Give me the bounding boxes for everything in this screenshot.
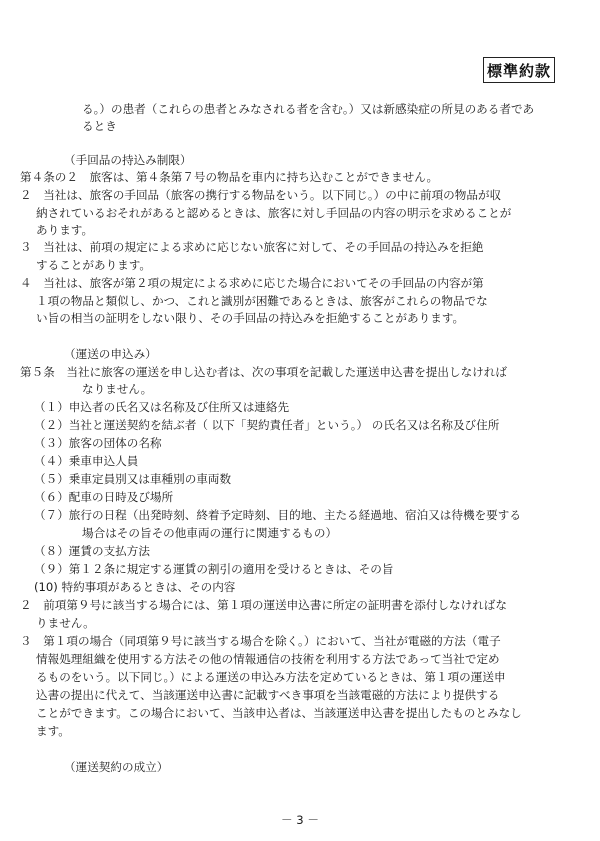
article-line: ことができます。この場合において、当該申込者は、当該運送申込書を提出したものとみなし [36, 706, 522, 720]
article-line: ２ 当社は、旅客の手回品（旅客の携行する物品をいう。以下同じ。）の中に前項の物品が収 [20, 188, 502, 202]
section-heading: （運送契約の成立） [64, 760, 169, 774]
section-heading: （運送の申込み） [64, 347, 157, 361]
article-line: ４ 当社は、旅客が第２項の規定による求めに応じた場合においてその手回品の内容が第 [20, 276, 484, 290]
list-item: 場合はその旨その他車両の運行に関連するもの） [82, 526, 338, 540]
article-line: ます。 [36, 724, 70, 738]
list-item: （７）旅行の日程（出発時刻、終着予定時刻、目的地、主たる経過地、宿泊又は待機を要する [34, 508, 521, 522]
article-line: 込書の提出に代えて、当該運送申込書に記載すべき事項を当該電磁的方法により提供する [36, 688, 500, 702]
article-line: なりません。 [82, 382, 153, 396]
continuation-line: る。）の患者（これらの患者とみなされる者を含む。）又は新感染症の所見のある者であ [82, 102, 535, 116]
list-item: （６）配車の日時及び場所 [34, 490, 174, 504]
article-line: ３ 第１項の場合（同項第９号に該当する場合を除く。）において、当社が電磁的方法（電子 [20, 634, 501, 648]
article-line: りません。 [36, 616, 95, 630]
article-line: ３ 当社は、前項の規定による求めに応じない旅客に対して、その手回品の持込みを拒絶 [20, 240, 484, 254]
list-item: (10) 特約事項があるときは、その内容 [34, 580, 236, 594]
list-item: （８）運賃の支払方法 [34, 544, 150, 558]
list-item: （９）第１２条に規定する運賃の割引の適用を受けるときは、その旨 [34, 562, 394, 576]
article-line: 第４条の２ 旅客は、第４条第７号の物品を車内に持ち込むことができません。 [20, 170, 439, 184]
article-line: るものをいう。以下同じ。）による運送の申込み方法を定めているときは、第１項の運送申 [36, 670, 506, 684]
list-item: （３）旅客の団体の名称 [34, 436, 162, 450]
list-item: （５）乗車定員別又は車種別の車両数 [34, 472, 232, 486]
article-line: 納されているおそれがあると認めるときは、旅客に対し手回品の内容の明示を求めることが [36, 206, 512, 220]
article-line: １項の物品と類似し、かつ、これと識別が困難であるときは、旅客がこれらの物品でな [36, 294, 488, 308]
list-item: （４）乗車申込人員 [34, 454, 139, 468]
article-line: あります。 [36, 223, 94, 237]
article-line: することがあります。 [36, 258, 152, 272]
standard-terms-badge: 標準約款 [483, 57, 555, 83]
article-line: 情報処理組織を使用する方法その他の情報通信の技術を利用する方法であって当社で定め [36, 652, 500, 666]
section-heading: （手回品の持込み制限） [64, 153, 192, 167]
article-line: ２ 前項第９号に該当する場合には、第１項の運送申込書に所定の証明書を添付しなければな [20, 598, 507, 612]
article-line: い旨の相当の証明をしない限り、その手回品の持込みを拒絶することがあります。 [36, 311, 465, 325]
list-item: （１）申込者の氏名又は名称及び住所又は連絡先 [34, 400, 290, 414]
list-item: （２）当社と運送契約を結ぶ者（ 以下「契約責任者」という。） の氏名又は名称及び住所 [34, 418, 500, 432]
continuation-line: るとき [82, 119, 117, 133]
page-number: － 3 － [281, 813, 319, 827]
article-line: 第５条 当社に旅客の運送を申し込む者は、次の事項を記載した運送申込書を提出しなければ [20, 365, 507, 379]
